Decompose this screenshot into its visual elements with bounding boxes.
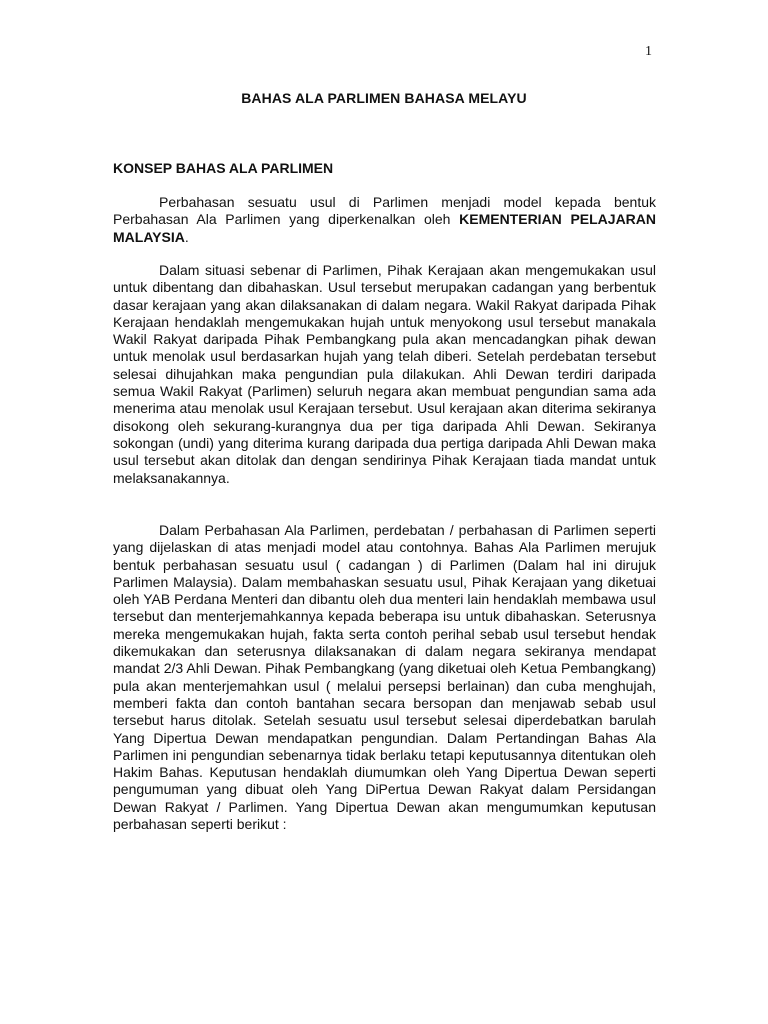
section-heading: KONSEP BAHAS ALA PARLIMEN — [113, 160, 334, 176]
paragraph-1 — [113, 194, 656, 246]
paragraph-1-end: . — [184, 228, 189, 245]
paragraph-2 — [113, 262, 656, 487]
paragraph-3 — [113, 522, 656, 833]
document-title: BAHAS ALA PARLIMEN BAHASA MELAYU — [241, 90, 527, 106]
page-number: 1 — [645, 44, 652, 59]
paragraph-3-text: Dalam Perbahasan Ala Parlimen, perdebatan / perbahasan di Parlimen seperti yang dijelaskan di atas menjadi model atau contohnya. Bahas Ala Parlimen merujuk bentuk perbahasan sesuatu usul ( cadangan ) di Parlimen (Dalam hal ini dirujuk Parlimen Malaysia). Dalam membahaskan sesuatu usul, Pihak Kerajaan yang diketuai oleh YAB Perdana Menteri dan dibantu oleh dua menteri lain hendaklah membawa usul tersebut dan menterjemahkannya kepada beberapa isu untuk dibahaskan. Seterusnya mereka mengemukakan hujah, fakta serta contoh perihal sebab usul tersebut hendak dikemukakan dan seterusnya dilaksanakan di dalam negara sekiranya mendapat mandat 2/3 Ahli Dewan. Pihak Pembangkang (yang diketuai oleh Ketua Pembangkang) pula akan menterjemahkan usul ( melalui persepsi berlainan) dan cuba menghujah, memberi fakta dan contoh bantahan secara bersopan dan menjawab sebab usul tersebut harus ditolak. Setelah sesuatu usul tersebut selesai diperdebatkan barulah Yang Dipertua Dewan mendapatkan pengundian. Dalam Pertandingan Bahas Ala Parlimen ini pengundian sebenarnya tidak berlaku tetapi keputusannya ditentukan oleh Hakim Bahas. Keputusan hendaklah diumumkan oleh Yang Dipertua Dewan seperti pengumuman yang dibuat oleh Yang DiPertua Dewan Rakyat dalam Persidangan Dewan Rakyat / Parlimen. Yang Dipertua Dewan akan mengumumkan keputusan perbahasan seperti berikut : — [113, 522, 656, 833]
paragraph-1-text — [113, 194, 656, 246]
paragraph-1-lead: Perbahasan sesuatu usul di Parlimen menjadi model kepada bentuk Perbahasan Ala Parlimen yang diperkenalkan oleh — [113, 194, 656, 228]
paragraph-2-text: Dalam situasi sebenar di Parlimen, Pihak Kerajaan akan mengemukakan usul untuk dibentang dan dibahaskan. Usul tersebut merupakan cadangan yang berbentuk dasar kerajaan yang akan dilaksanakan di dalam negara. Wakil Rakyat daripada Pihak Kerajaan hendaklah mengemukakan hujah untuk menyokong usul tersebut manakala Wakil Rakyat daripada Pihak Pembangkang pula akan mencadangkan pihak dewan untuk menolak usul berdasarkan hujah yang telah diberi. Setelah perdebatan tersebut selesai dihujahkan maka pengundian pula dilakukan. Ahli Dewan terdiri daripada semua Wakil Rakyat (Parlimen) seluruh negara akan membuat pengundian sama ada menerima atau menolak usul Kerajaan tersebut. Usul kerajaan akan diterima sekiranya disokong oleh sekurang-kurangnya dua per tiga daripada Ahli Dewan. Sekiranya sokongan (undi) yang diterima kurang daripada dua pertiga daripada Ahli Dewan maka usul tersebut akan ditolak dan dengan sendirinya Pihak Kerajaan tiada mandat untuk melaksanakannya. — [113, 262, 656, 486]
ministry-name: KEMENTERIAN PELAJARAN MALAYSIA — [113, 211, 657, 245]
